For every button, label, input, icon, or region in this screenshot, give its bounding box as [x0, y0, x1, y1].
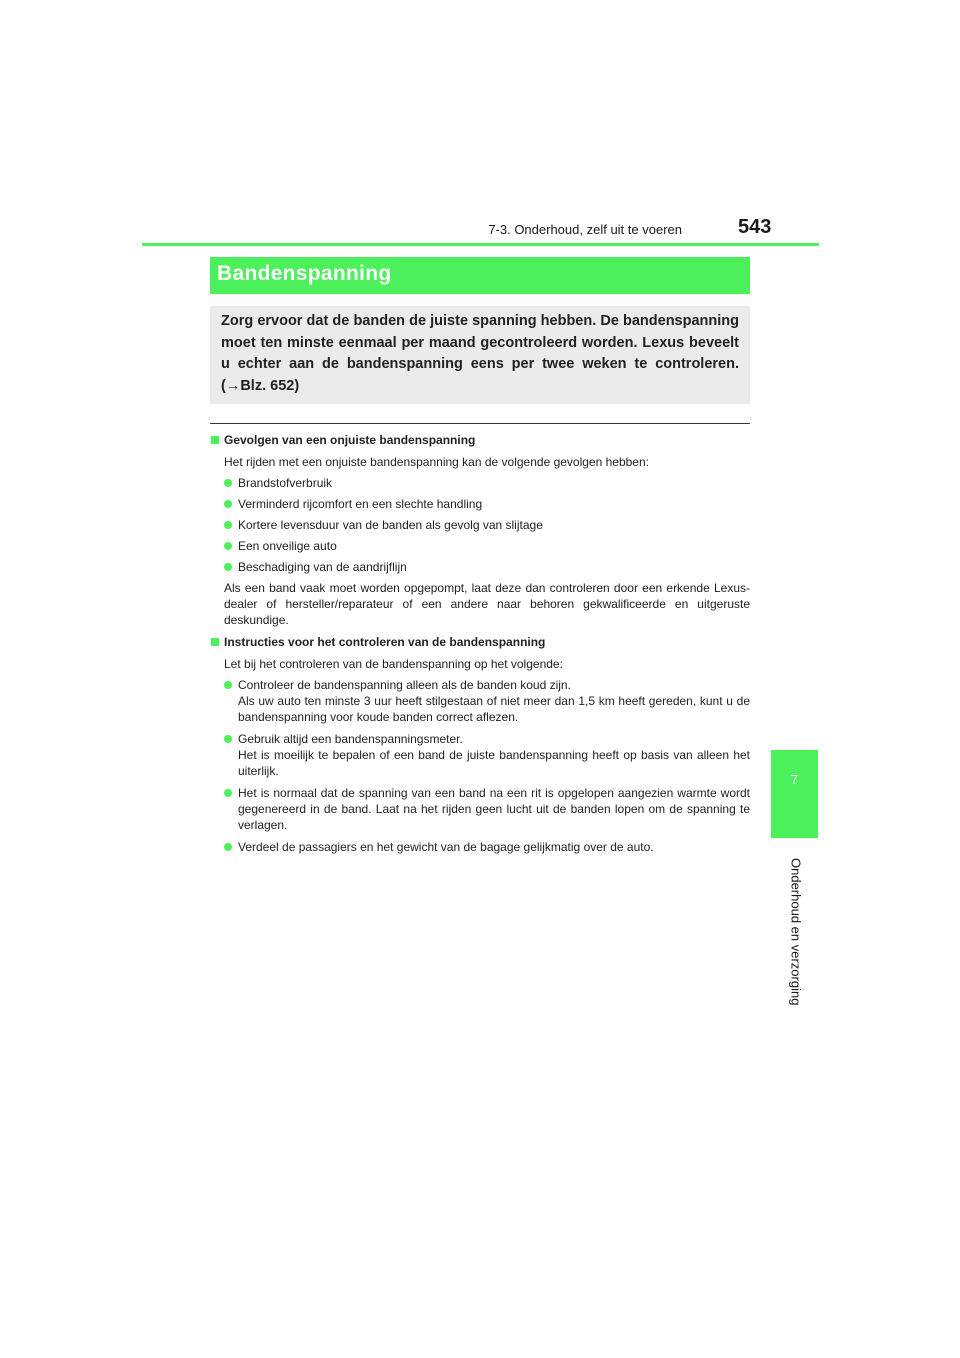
- intro-text: Zorg ervoor dat de banden de juiste spanning hebben. De bandenspanning moet ten minste eenmaal per maand gecontroleerd worden. Lexus beveelt u echter aan de bandenspanning eens per twee weken te controleren. (→Blz. 652): [221, 313, 739, 394]
- header-section: 7-3. Onderhoud, zelf uit te voeren: [488, 222, 682, 237]
- section-lead: Let bij het controleren van de bandenspanning op het volgende:: [224, 657, 563, 671]
- heading-text: Gevolgen van een onjuiste bandenspanning: [224, 433, 476, 447]
- section-heading: [210, 634, 750, 650]
- section-heading: [210, 432, 750, 448]
- list-item: [210, 785, 750, 833]
- round-bullet-icon: [224, 563, 232, 571]
- round-bullet-icon: [224, 479, 232, 487]
- square-bullet-icon: [211, 436, 219, 444]
- intro-box: [210, 306, 750, 404]
- page-title: Bandenspanning: [217, 262, 392, 285]
- page-number: 543: [738, 216, 772, 238]
- section-divider: [210, 423, 750, 424]
- section-lead: Het rijden met een onjuiste bandenspanning kan de volgende gevolgen hebben:: [224, 455, 649, 469]
- chapter-label: Onderhoud en verzorging: [788, 858, 804, 1006]
- round-bullet-icon: [224, 789, 232, 797]
- list-item-text: Brandstofverbruik: [238, 476, 333, 490]
- list-item-title: Verdeel de passagiers en het gewicht van de bagage gelijkmatig over de auto.: [238, 840, 654, 854]
- header-rule: [142, 243, 819, 246]
- round-bullet-icon: [224, 735, 232, 743]
- list-item-text: Als uw auto ten minste 3 uur heeft stilgestaan of niet meer dan 1,5 km heeft gereden, kunt u de bandenspanning voor koude banden correct aflezen.: [238, 694, 750, 724]
- list-item-text: Kortere levensduur van de banden als gevolg van slijtage: [238, 518, 543, 532]
- list-item: [210, 839, 750, 855]
- round-bullet-icon: [224, 681, 232, 689]
- list-item: [210, 517, 750, 533]
- list-item-text: Het is moeilijk te bepalen of een band de juiste bandenspanning heeft op basis van alleen het uiterlijk.: [238, 748, 750, 778]
- list-item: [210, 731, 750, 779]
- round-bullet-icon: [224, 500, 232, 508]
- title-bar: [210, 257, 750, 294]
- chapter-tab: [771, 750, 818, 838]
- round-bullet-icon: [224, 542, 232, 550]
- list-item: [210, 538, 750, 554]
- section-note: Als een band vaak moet worden opgepompt, laat deze dan controleren door een erkende Lexus-dealer of hersteller/reparateur of een andere naar behoren gekwalificeerde en uitgeruste deskundige.: [224, 581, 750, 627]
- list-item-title: Controleer de bandenspanning alleen als de banden koud zijn.: [238, 678, 571, 692]
- square-bullet-icon: [211, 638, 219, 646]
- content: [210, 432, 750, 855]
- list-item: [210, 677, 750, 725]
- list-item: [210, 496, 750, 512]
- round-bullet-icon: [224, 843, 232, 851]
- list-item-title: Het is normaal dat de spanning van een band na een rit is opgelopen aangezien warmte wordt gegenereerd in de band. Laat na het rijden geen lucht uit de banden lopen om de spanning te verlagen.: [238, 786, 750, 832]
- list-item-text: Verminderd rijcomfort en een slechte handling: [238, 497, 483, 511]
- list-item-title: Gebruik altijd een bandenspanningsmeter.: [238, 732, 463, 746]
- chapter-number: 7: [790, 772, 799, 787]
- round-bullet-icon: [224, 521, 232, 529]
- list-item-text: Een onveilige auto: [238, 539, 337, 553]
- list-item: [210, 559, 750, 575]
- heading-text: Instructies voor het controleren van de bandenspanning: [224, 635, 546, 649]
- list-item-text: Beschadiging van de aandrijflijn: [238, 560, 407, 574]
- list-item: [210, 475, 750, 491]
